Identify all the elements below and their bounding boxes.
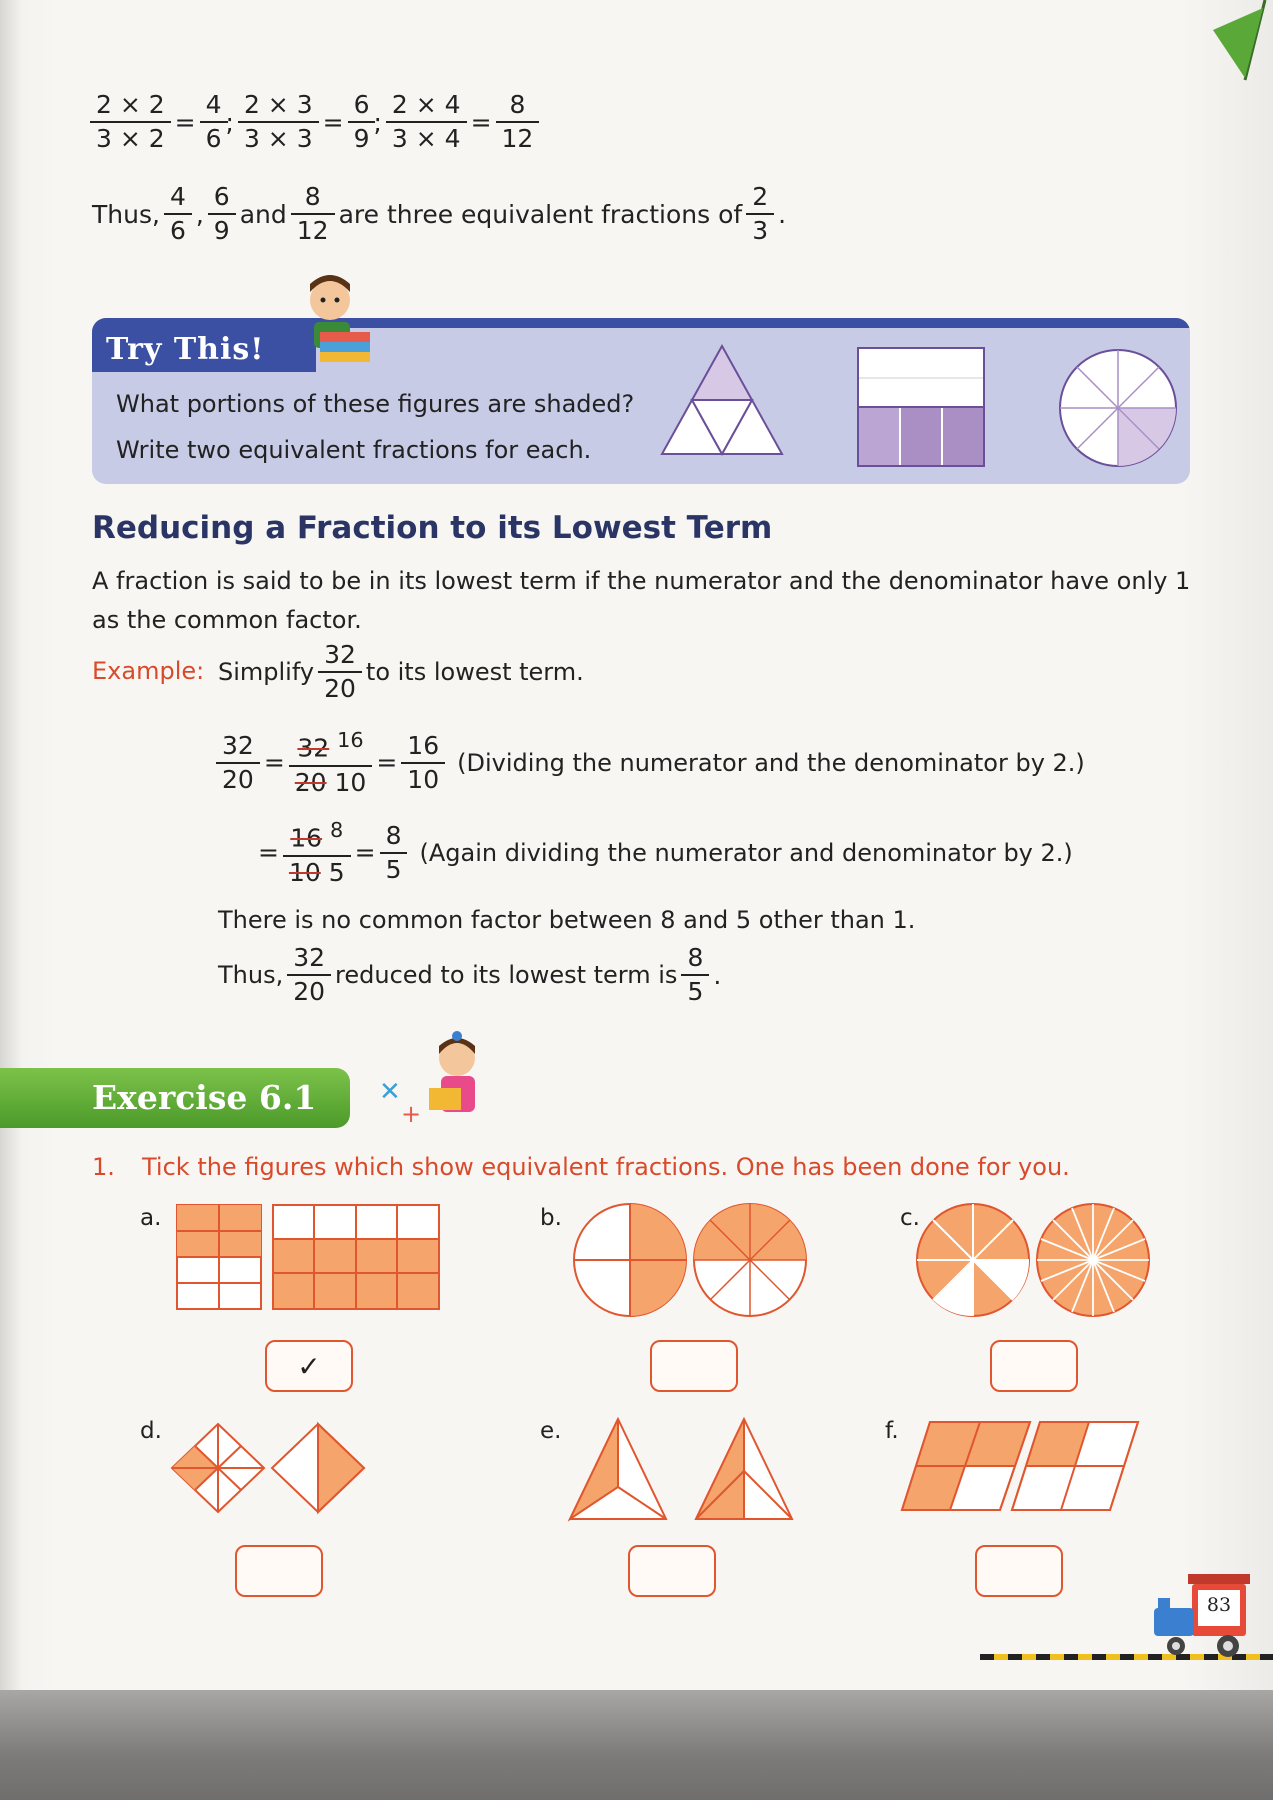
option-e-answer-box[interactable]: [628, 1545, 716, 1597]
option-e-figure: [568, 1415, 798, 1525]
svg-text:✕: ✕: [379, 1077, 401, 1107]
girl-reading-illustration: [375, 1030, 485, 1130]
boy-reading-illustration: [290, 270, 376, 366]
shaded-triangle-figure: [660, 342, 784, 462]
question-number: 1.: [92, 1153, 115, 1181]
option-b-figure: [572, 1202, 812, 1320]
option-d-label: d.: [140, 1418, 162, 1444]
option-d-figure: [168, 1420, 396, 1518]
question-text: Tick the figures which show equivalent fractions. One has been done for you.: [142, 1153, 1070, 1181]
option-a-label: a.: [140, 1205, 162, 1231]
try-this-instruction: Write two equivalent fractions for each.: [116, 436, 592, 464]
try-this-bar: [92, 318, 1190, 328]
shaded-square-figure: [856, 346, 988, 470]
option-c-answer-box[interactable]: [990, 1340, 1078, 1392]
exercise-banner: Exercise 6.1: [0, 1068, 350, 1128]
option-a-answer-box[interactable]: ✓: [265, 1340, 353, 1392]
no-common-factor-text: There is no common factor between 8 and 5 other than 1.: [218, 906, 916, 934]
option-f-figure: [900, 1418, 1142, 1514]
option-f-answer-box[interactable]: [975, 1545, 1063, 1597]
simplification-step-1: $\frac{32}{20}$ = $\frac{32 ^{16}}{20 10}$ = $\frac{16}{10}$ (Dividing the numerator and the denominator by 2.): [218, 730, 1085, 796]
option-e-label: e.: [540, 1418, 562, 1444]
try-this-question: What portions of these figures are shaded?: [116, 390, 635, 418]
example-label: Example:: [92, 657, 205, 685]
shaded-circle-figure: [1056, 346, 1180, 470]
option-b-answer-box[interactable]: [650, 1340, 738, 1392]
try-this-box: [92, 318, 1190, 484]
option-c-figure: [915, 1202, 1155, 1320]
option-a-figure: [175, 1203, 445, 1315]
option-c-label: c.: [900, 1205, 920, 1231]
example-prompt: Simplify $\frac{32}{20}$ to its lowest term.: [218, 640, 584, 704]
section-heading: Reducing a Fraction to its Lowest Term: [92, 510, 773, 546]
simplification-step-2: = $\frac{16 ^8}{10 5}$ = $\frac{8}{5}$ (Again dividing the numerator and denominator by 2.): [258, 818, 1073, 887]
try-this-label: Try This!: [92, 328, 316, 372]
train-icon: [1148, 1572, 1258, 1664]
page-number: 83: [1206, 1594, 1232, 1616]
equivalent-fractions-summary: Thus, $\frac{4}{6}$ , $\frac{6}{9}$ and $\frac{8}{12}$ are three equivalent fractions of $\frac{2}{3}$ .: [92, 182, 787, 246]
svg-text:+: +: [401, 1100, 422, 1128]
flag-icon: [1205, 0, 1273, 85]
option-f-label: f.: [885, 1418, 899, 1444]
option-d-answer-box[interactable]: [235, 1545, 323, 1597]
scan-bottom-edge: [0, 1690, 1273, 1800]
option-b-label: b.: [540, 1205, 562, 1231]
example-conclusion: Thus, $\frac{32}{20}$ reduced to its lowest term is $\frac{8}{5}$ .: [218, 943, 722, 1007]
definition-text: A fraction is said to be in its lowest term if the numerator and the denominator have only 1 as the common factor.: [92, 567, 1191, 634]
equivalent-fractions-equation: $\frac{2 \times 2}{3 \times 2}$ = $\frac{4}{6}$ ; $\frac{2 \times 3}{3 \times 3}$ = $\frac{6}{9}$ ; $\frac{2 \times 4}{3 \times 4}$ = $\frac{8}{12}$: [92, 92, 537, 153]
